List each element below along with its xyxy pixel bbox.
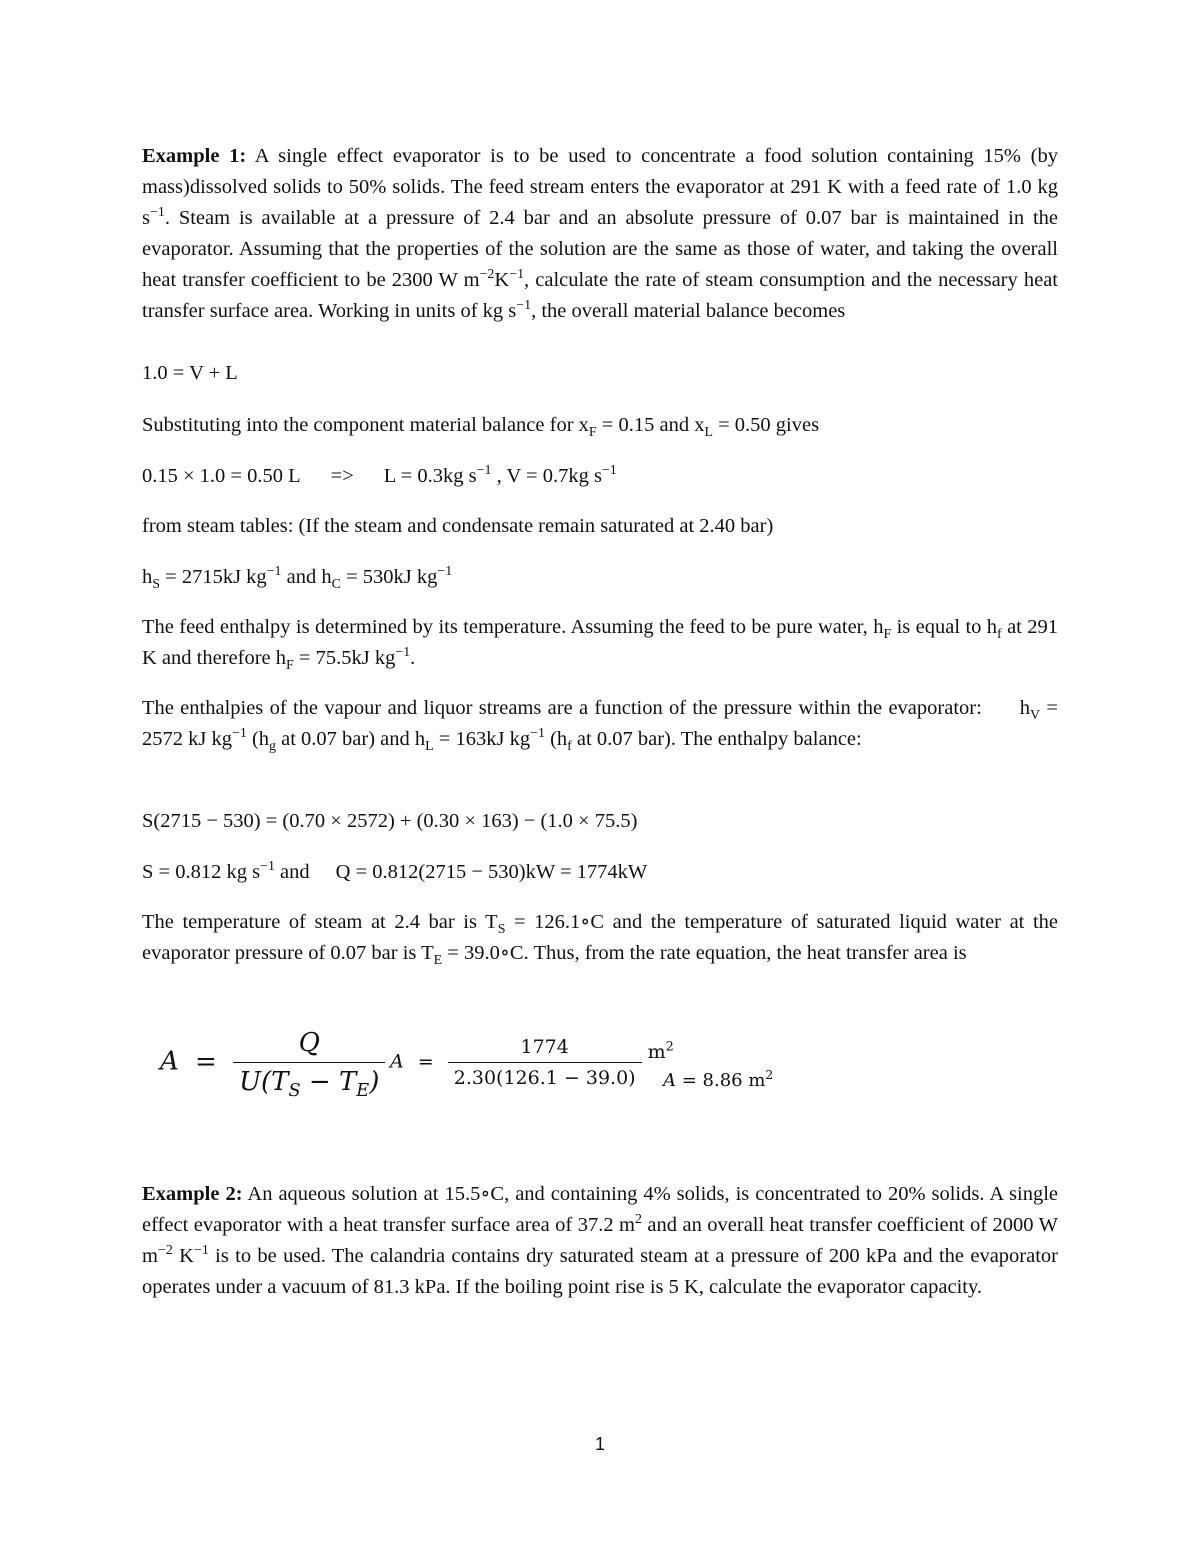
ex2-sup-3: −1 [193,1243,209,1259]
heat-load-text: Q = 0.812(2715 − 530)kW = 1774kW [335,861,648,883]
equals-sign: = [195,1046,217,1077]
steam-rate-and: and [274,861,310,883]
area-result-sup: 2 [765,1068,774,1082]
solve-text-b: L = 0.3kg s [383,465,477,487]
temps-text-b: = 126.1∘C and the temperature of saturated liquid water at the evaporator pressure of 0.07 bar is T [142,911,1058,964]
feed-text-e: . [410,647,416,669]
hv-value: = 2572 kJ kg [142,697,1058,750]
implies-arrow: => [330,465,354,487]
area-symbol-result: A [663,1070,676,1091]
example1-heading: Example 1: [142,145,247,167]
intro-sup-3: −1 [509,267,525,283]
hv-sup: −1 [231,726,247,742]
hc-sup: −1 [437,564,453,580]
den-sub-s: S [288,1081,301,1102]
ex2-sup-2: −2 [157,1243,173,1259]
solve-line [142,461,1058,492]
general-numerator: Q [298,1028,320,1058]
component-sub-l: L [704,425,713,441]
example2-paragraph [142,1179,1058,1303]
den-mid: − T [300,1067,357,1097]
den-close: ) [369,1067,380,1097]
example2-heading: Example 2: [142,1183,243,1205]
temperatures-paragraph [142,907,1058,969]
numeric-unit [648,1041,674,1063]
vapour-text-h: at 0.07 bar). The enthalpy balance: [571,728,862,750]
hg-sub: g [269,739,276,755]
hv-text: h [1019,697,1031,719]
hc-value: = 530kJ kg [340,566,438,588]
page-number: 1 [594,1434,605,1454]
steam-rate-text: S = 0.812 kg s [142,861,261,883]
enthalpy-sc-line [142,562,1058,593]
intro-text-b: . Steam is available at a pressure of 2.4 bar and an absolute pressure of 0.07 bar is maintained in the evaporator. Assuming that the properties of the solution are the same as those of water, and taking the overall heat transfer coefficient to be 2300 W m [142,207,1058,291]
hs-value: = 2715kJ kg [160,566,267,588]
energy-balance-line: S(2715 − 530) = (0.70 × 2572) + (0.30 × 163) − (1.0 × 75.5) [142,810,638,832]
steam-rate-sup: −1 [260,859,275,875]
unit-sup: 2 [665,1039,674,1055]
area-symbol: A [160,1046,179,1077]
component-text-a: Substituting into the component material balance for x [142,414,589,436]
hf-text: (h [544,728,568,750]
solve-sup-1: −1 [476,463,492,479]
hs-sub: S [152,577,161,593]
feed-sub-3: F [286,658,294,674]
example1-intro-paragraph [142,141,1058,327]
steam-tables-line: from steam tables: (If the steam and condensate remain saturated at 2.40 bar) [142,515,774,537]
hg-text: (h [246,728,270,750]
general-denominator [233,1062,385,1102]
temps-text-a: The temperature of steam at 2.4 bar is T [142,911,498,933]
ex2-text-b: and an overall heat transfer coefficient of 2000 W m [142,1214,1058,1267]
numeric-numerator: 1774 [520,1036,569,1058]
hc-text: and h [281,566,332,588]
intro-text-a: A single effect evaporator is to be used to concentrate a food solution containing 15% (by mass)dissolved solids to 50% solids. The feed stream enters the evaporator at 291 K with a feed rate of 1.0 kg s [142,145,1059,229]
overall-balance-line: 1.0 = V + L [142,362,238,384]
feed-sub-2: f [997,627,1002,643]
area-formula-numeric [390,1036,674,1089]
ex2-sup-1: 2 [634,1212,642,1228]
feed-sub-1: F [883,627,892,643]
intro-text-d: , calculate the rate of steam consumption and the necessary heat transfer surface area. Working in units of kg s [142,269,1059,322]
component-sub-f: F [588,425,597,441]
vapour-liquor-paragraph [142,693,1058,755]
feed-enthalpy-paragraph [142,612,1058,674]
general-fraction [233,1028,385,1102]
ex2-text-d: is to be used. The calandria contains dry saturated steam at a pressure of 200 kPa and the evaporator operates under a vacuum of 81.3 kPa. If the boiling point rise is 5 K, calculate the evaporator capacity. [142,1245,1058,1298]
steam-rate-line [142,857,1058,888]
numeric-denominator: 2.30(126.1 − 39.0) [448,1062,642,1089]
feed-text-a: The feed enthalpy is determined by its temperature. Assuming the feed to be pure water, h [142,616,884,638]
area-formula-general [160,1028,385,1102]
hl-text: at 0.07 bar) and h [276,728,426,750]
numeric-fraction [448,1036,642,1089]
equals-sign-numeric: = [417,1050,434,1073]
temps-text-c: = 39.0∘C. Thus, from the rate equation, the heat transfer area is [442,942,967,964]
area-result-value: = 8.86 m [676,1070,766,1091]
unit-m: m [647,1040,666,1063]
hf-sub: f [567,739,572,755]
intro-text-e: , the overall material balance becomes [531,300,846,322]
feed-sup-1: −1 [395,645,411,661]
feed-text-c: at 291 K and therefore h [142,616,1059,669]
hs-sup: −1 [266,564,282,580]
vapour-text-a: The enthalpies of the vapour and liquor streams are a function of the pressure within the evaporator: [142,697,982,719]
area-symbol-numeric: A [390,1050,404,1073]
component-balance-line [142,410,1058,441]
solve-sup-2: −1 [601,463,617,479]
hl-sup: −1 [530,726,545,742]
solve-text-a: 0.15 × 1.0 = 0.50 L [142,465,301,487]
solve-text-c: , V = 0.7kg s [491,465,602,487]
ts-sub: S [497,922,506,938]
hc-sub: C [331,577,341,593]
feed-text-b: is equal to h [891,616,998,638]
te-sub: E [433,953,443,969]
intro-sup-2: −2 [479,267,495,283]
den-sub-e: E [356,1081,370,1102]
intro-sup-4: −1 [516,298,532,314]
den-u: U(T [239,1067,289,1097]
component-text-b: = 0.15 and x [596,414,705,436]
hl-sub: L [425,739,434,755]
feed-text-d: = 75.5kJ kg [293,647,396,669]
intro-sup-1: −1 [149,205,165,221]
component-text-c: = 0.50 gives [712,414,820,436]
hv-sub: V [1030,708,1041,724]
hl-value: = 163kJ kg [433,728,531,750]
hs-text: h [142,566,153,588]
ex2-text-a: An aqueous solution at 15.5∘C, and containing 4% solids, is concentrated to 20% solids. A single effect evaporator with a heat transfer surface area of 37.2 m [142,1183,1058,1236]
intro-text-c: K [494,269,510,291]
area-result [663,1070,773,1091]
ex2-text-c: K [172,1245,194,1267]
